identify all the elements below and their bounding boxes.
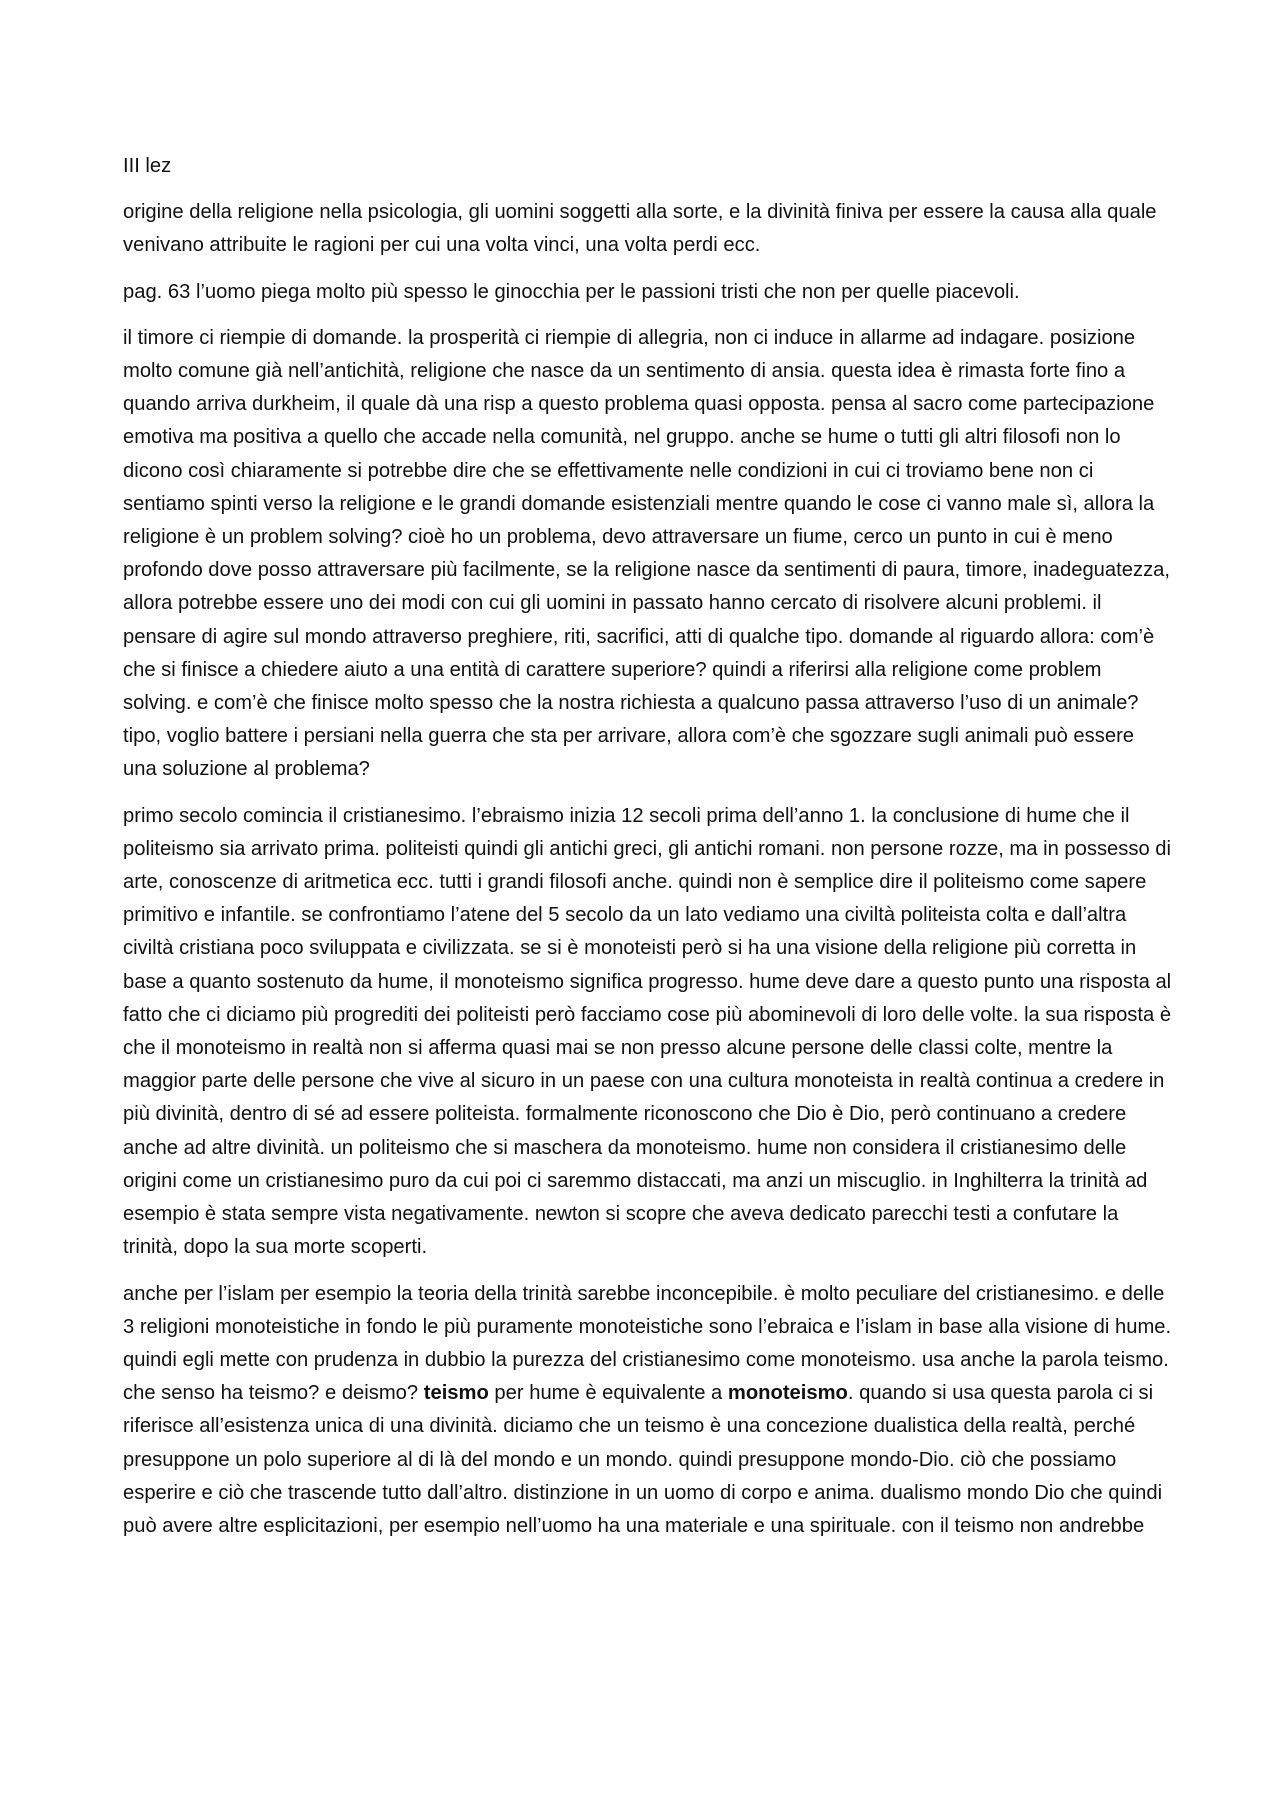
theism-text-2: per hume è equivalente a: [488, 1382, 728, 1405]
paragraph-fear: il timore ci riempie di domande. la prosperità ci riempie di allegria, non ci induce in allarme ad indagare. posizione molto comune già nell’antichità, religione che nasce da un sentimento di ansia. questa idea è rimasta forte fino a quando arriva durkheim, il quale dà una risp a questo problema quasi opposta. pensa al sacro come partecipazione emotiva ma positiva a quello che accade nella comunità, nel gruppo. anche se hume o tutti gli altri filosofi non lo dicono così chiaramente si potrebbe dire che se effettivamente nelle condizioni in cui ci troviamo bene non ci sentiamo spinti verso la religione e le grandi domande esistenziali mentre quando le cose ci vanno male sì, allora la religione è un problem solving? cioè ho un problema, devo attraversare un fiume, cerco un punto in cui è meno profondo dove posso attraversare più facilmente, se la religione nasce da sentimenti di paura, timore, inadeguatezza, allora potrebbe essere uno dei modi con cui gli uomini in passato hanno cercato di risolvere alcuni problemi. il pensare di agire sul mondo attraverso preghiere, riti, sacrifici, atti di qualche tipo. domande al riguardo allora: com’è che si finisce a chiedere aiuto a una entità di carattere superiore? quindi a riferirsi alla religione come problem solving. e com’è che finisce molto spesso che la nostra richiesta a qualcuno passa attraverso l’uso di un animale? tipo, voglio battere i persiani nella guerra che sta per arrivare, allora com’è che sgozzare sugli animali può essere una soluzione al problema?: [123, 326, 1170, 781]
paragraph-theism: [123, 1278, 1173, 1544]
theism-text-3: . quando si usa questa parola ci si riferisce all’esistenza unica di una divinità. diciamo che un teismo è una concezione dualistica della realtà, perché presuppone un polo superiore al di là del mondo e un mondo. quindi presuppone mondo-Dio. ciò che possiamo esperire e ciò che trascende tutto dall’altro. distinzione in un uomo di corpo e anima. dualismo mondo Dio che quindi può avere altre esplicitazioni, per esempio nell’uomo ha una materiale e una spirituale. con il teismo non andrebbe: [123, 1382, 1163, 1537]
document-page: [123, 150, 1173, 1556]
paragraph-origin: origine della religione nella psicologia, gli uomini soggetti alla sorte, e la divinità finiva per essere la causa alla quale venivano attribuite le ragioni per cui una volta vinci, una volta perdi ecc.: [123, 201, 1157, 257]
theism-text-1: anche per l’islam per esempio la teoria della trinità sarebbe inconcepibile. è molto peculiare del cristianesimo. e delle 3 religioni monoteistiche in fondo le più puramente monoteistiche sono l’ebraica e l’islam in base alla visione di hume. quindi egli mette con prudenza in dubbio la purezza del cristianesimo come monoteismo. usa anche la parola teismo. che senso ha teismo? e deismo?: [123, 1282, 1172, 1405]
theism-bold-term: teismo: [423, 1382, 489, 1405]
paragraph-christianity: primo secolo comincia il cristianesimo. l’ebraismo inizia 12 secoli prima dell’anno 1. la conclusione di hume che il politeismo sia arrivato prima. politeisti quindi gli antichi greci, gli antichi romani. non persone rozze, ma in possesso di arte, conoscenze di aritmetica ecc. tutti i grandi filosofi anche. quindi non è semplice dire il politeismo come sapere primitivo e infantile. se confrontiamo l’atene del 5 secolo da un lato vediamo una civiltà politeista colta e dall’altra civiltà cristiana poco sviluppata e civilizzata. se si è monoteisti però si ha una visione della religione più corretta in base a quanto sostenuto da hume, il monoteismo significa progresso. hume deve dare a questo punto una risposta al fatto che ci diciamo più progrediti dei politeisti però facciamo cose più abominevoli di loro delle volte. la sua risposta è che il monoteismo in realtà non si afferma quasi mai se non presso alcune persone delle classi colte, mentre la maggior parte delle persone che vive al sicuro in un paese con una cultura monoteista in realtà continua a credere in più divinità, dentro di sé ad essere politeista. formalmente riconoscono che Dio è Dio, però continuano a credere anche ad altre divinità. un politeismo che si maschera da monoteismo. hume non considera il cristianesimo delle origini come un cristianesimo puro da cui poi ci saremmo distaccati, ma anzi un miscuglio. in Inghilterra la trinità ad esempio è stata sempre vista negativamente. newton si scopre che aveva dedicato parecchi testi a confutare la trinità, dopo la sua morte scoperti.: [123, 804, 1172, 1259]
lecture-heading: III lez: [123, 155, 172, 177]
monotheism-bold-term: monoteismo: [727, 1382, 848, 1405]
paragraph-page-63: pag. 63 l’uomo piega molto più spesso le ginocchia per le passioni tristi che non per quelle piacevoli.: [123, 280, 1020, 303]
